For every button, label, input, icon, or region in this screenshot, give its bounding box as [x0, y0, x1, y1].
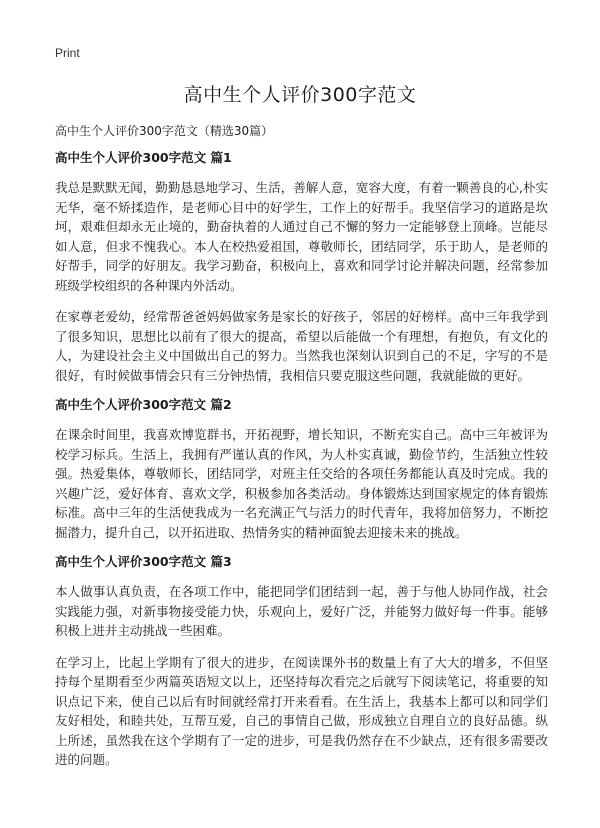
paragraph: 我总是默默无闻，勤勤恳恳地学习、生活，善解人意，宽容大度，有着一颗善良的心,朴实无华，毫不矫揉造作，是老师心目中的好学生，工作上的好帮手。我坚信学习的道路是坎坷，艰难但却永无止境的，勤奋执着的人通过自己不懈的努力一定能够登上顶峰。岂能尽如人意，但求不愧我心。本人在校热爱祖国，尊敬师长，团结同学，乐于助人，是老师的好帮手，同学的好朋友。我学习勤奋，积极向上，喜欢和同学讨论并解决问题，经常参加班级学校组织的各种课内外活动。: [55, 180, 548, 293]
paragraph: 在课余时间里，我喜欢博览群书，开拓视野，增长知识，不断充实自己。高中三年被评为校学习标兵。生活上，我拥有严谨认真的作风，为人朴实真诚，勤俭节约，生活独立性较强。热爱集体，尊敬师长，团结同学，对班主任交给的各项任务都能认真及时完成。我的兴趣广泛，爱好体育、喜欢文学，积极参加各类活动。身体锻炼达到国家规定的体育锻炼标准。高中三年的生活使我成为一名充满正气与活力的时代青年，我将加倍努力，不断挖掘潜力，提升自己，以开拓进取、热情务实的精神面貌去迎接未来的挑战。: [55, 427, 548, 540]
print-label[interactable]: Print: [55, 46, 80, 60]
document-subtitle: 高中生个人评价300字范文（精选30篇）: [55, 124, 274, 138]
section-1: [55, 150, 548, 385]
paragraph: 在学习上，比起上学期有了很大的进步，在阅读课外书的数量上有了大大的增多，不但坚持每个星期看至少两篇英语短文以上，还坚持每次看完之后就写下阅读笔记，将重要的知识点记下来，使自己以后有时间就经常打开来看看。在生活上，我基本上都可以和同学们友好相处，和睦共处，互帮互爱，自己的事情自己做，形成独立自理自立的良好品德。纵上所述，虽然我在这个学期有了一定的进步，可是我仍然存在不少缺点，还有很多需要改进的问题。: [55, 654, 548, 767]
section-heading: 高中生个人评价300字范文 篇3: [55, 554, 232, 569]
document-title: 高中生个人评价300字范文: [183, 84, 417, 106]
section-heading: 高中生个人评价300字范文 篇1: [55, 150, 232, 165]
document-body: [55, 150, 548, 782]
paragraph: 本人做事认真负责，在各项工作中，能把同学们团结到一起，善于与他人协同作战，社会实践能力强，对新事物接受能力快，乐观向上，爱好广泛，并能努力做好每一件事。能够积极上进并主动挑战一些困难。: [55, 584, 548, 638]
section-2: [55, 397, 548, 542]
section-3: [55, 554, 548, 770]
paragraph: 在家尊老爱幼，经常帮爸爸妈妈做家务是家长的好孩子，邻居的好榜样。高中三年我学到了很多知识，思想比以前有了很大的提高，希望以后能做一个有理想，有抱负，有文化的人，为建设社会主义中国做出自己的努力。当然我也深刻认识到自己的不足，字写的不是很好，有时候做事情会只有三分钟热情，我相信只要克服这些问题，我就能做的更好。: [55, 309, 548, 383]
section-heading: 高中生个人评价300字范文 篇2: [55, 397, 232, 412]
